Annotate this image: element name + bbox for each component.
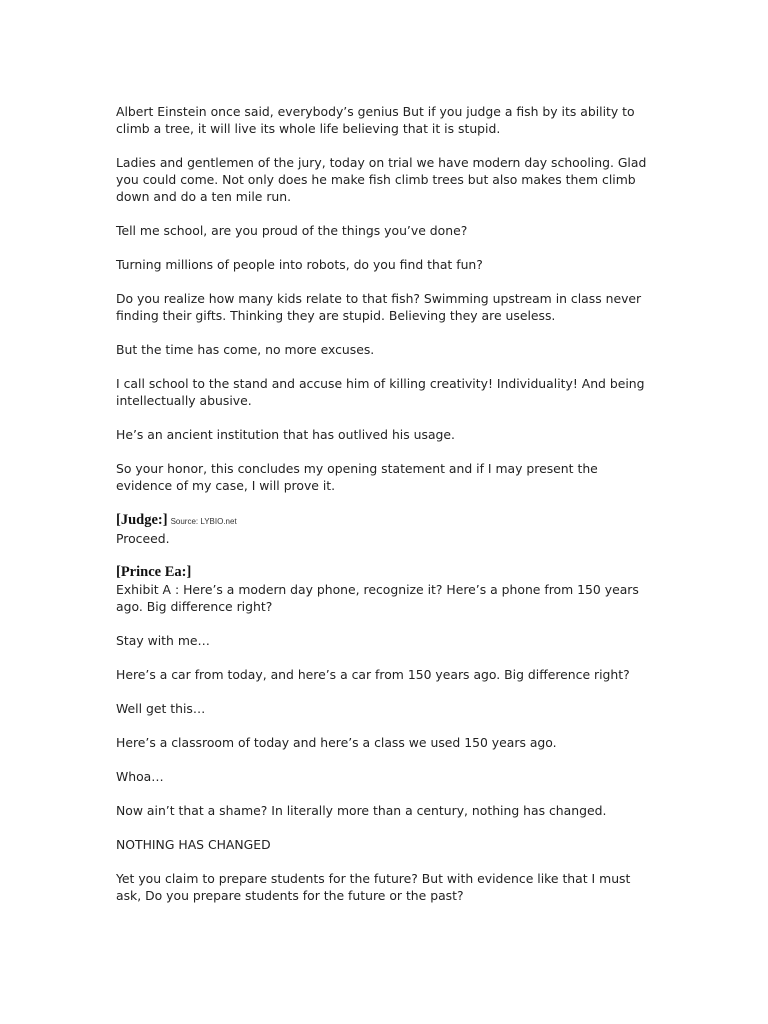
- speaker-label-prince: [Prince Ea:]: [116, 564, 192, 580]
- paragraph: Yet you claim to prepare students for the future? But with evidence like that I must ask, Do you prepare students for the future or the past?: [116, 871, 631, 903]
- paragraph: Here’s a car from today, and here’s a car from 150 years ago. Big difference right?: [116, 667, 630, 682]
- document-page: [116, 103, 656, 921]
- paragraph: Tell me school, are you proud of the things you’ve done?: [116, 223, 468, 238]
- prince-block: [116, 564, 656, 615]
- paragraph: Turning millions of people into robots, do you find that fun?: [116, 257, 483, 272]
- paragraph: So your honor, this concludes my opening statement and if I may present the evidence of my case, I will prove it.: [116, 461, 598, 493]
- paragraph: Whoa…: [116, 769, 164, 784]
- paragraph: Albert Einstein once said, everybody’s genius But if you judge a fish by its ability to climb a tree, it will live its whole life believing that it is stupid.: [116, 104, 635, 136]
- paragraph: But the time has come, no more excuses.: [116, 342, 375, 357]
- paragraph: I call school to the stand and accuse him of killing creativity! Individuality! And being intellectually abusive.: [116, 376, 645, 408]
- paragraph: Now ain’t that a shame? In literally more than a century, nothing has changed.: [116, 803, 607, 818]
- paragraph: He’s an ancient institution that has outlived his usage.: [116, 427, 455, 442]
- prince-first-line: Exhibit A : Here’s a modern day phone, recognize it? Here’s a phone from 150 years ago. Big difference right?: [116, 582, 639, 614]
- paragraph: Do you realize how many kids relate to that fish? Swimming upstream in class never finding their gifts. Thinking they are stupid. Believing they are useless.: [116, 291, 642, 323]
- paragraph: Stay with me…: [116, 633, 210, 648]
- judge-block: [116, 511, 656, 547]
- speaker-label-judge: [Judge:]: [116, 512, 168, 528]
- paragraph: Here’s a classroom of today and here’s a class we used 150 years ago.: [116, 735, 557, 750]
- judge-line: Proceed.: [116, 531, 170, 546]
- judge-heading: [116, 511, 656, 530]
- source-credit: Source: LYBIO.net: [170, 517, 237, 526]
- paragraph: Well get this…: [116, 701, 206, 716]
- paragraph: NOTHING HAS CHANGED: [116, 837, 271, 852]
- paragraph: Ladies and gentlemen of the jury, today on trial we have modern day schooling. Glad you could come. Not only does he make fish climb trees but also makes them climb down and do a ten mile run.: [116, 155, 647, 204]
